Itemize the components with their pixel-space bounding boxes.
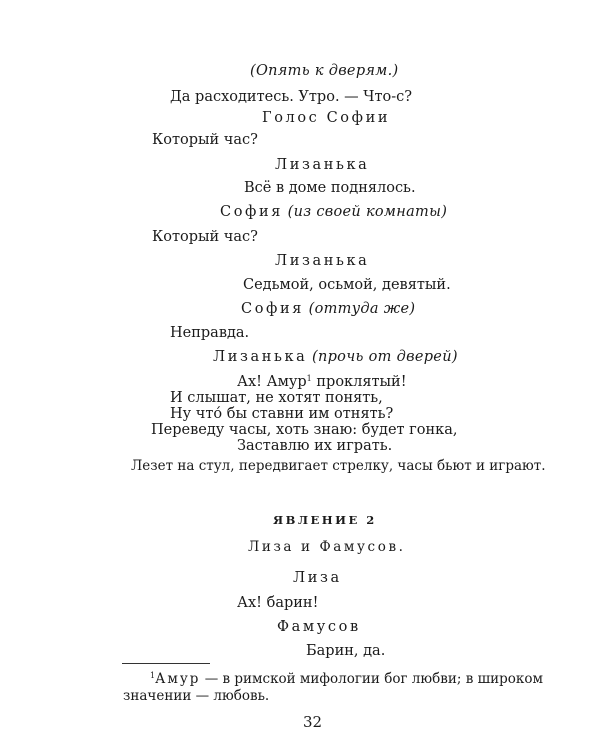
verse-text: проклятый! [311,374,407,390]
footnote-line [150,670,543,688]
stage-direction: (из своей комнаты) [287,204,448,220]
footnote-divider [122,663,210,664]
verse-line: Всё в доме поднялось. [244,180,416,196]
stage-direction-text: (Опять к дверям.) [250,63,399,79]
speaker-with-direction [213,348,458,366]
scene-cast: Лиза и Фамусов. [248,539,406,555]
verse-text: Ах! Амур [237,374,307,390]
stage-direction: (оттуда же) [308,301,416,317]
verse-line: Неправда. [170,325,250,341]
speaker-name: Лизанька [275,253,370,269]
verse-line: Переведу часы, хоть знаю: будет гонка, [151,422,458,438]
stage-direction: Лезет на стул, передвигает стрелку, часы бьют и играют. [131,458,546,474]
verse-line: Барин, да. [306,643,386,659]
speaker-name: София [220,204,283,220]
speaker-name: София [241,301,304,317]
footnote-ref[interactable]: 1 [306,374,312,383]
footnote-mark: 1 [150,671,156,680]
footnote-term: Амур [155,671,201,687]
speaker-name: Лизанька [275,157,370,173]
stage-direction: (прочь от дверей) [312,349,458,365]
page-number: 32 [303,713,323,731]
speaker-name: Лиза [293,570,342,586]
verse-line: И слышат, не хотят понять, [170,390,383,406]
footnote-line: значении — любовь. [123,688,270,704]
speaker-name: Лизанька [213,349,308,365]
verse-line: Ну что́ бы ставни им отнять? [170,406,394,422]
scene-heading: ЯВЛЕНИЕ 2 [273,513,377,527]
verse-line: Ах! барин! [237,595,319,611]
verse-line: Который час? [152,229,258,245]
verse-line: Который час? [152,132,258,148]
speaker-name: Голос Софии [262,110,391,126]
verse-line: Заставлю их играть. [237,438,393,454]
verse-line: Седьмой, осьмой, девятый. [243,277,451,293]
verse-line: Да расходитесь. Утро. — Что-с? [170,89,413,105]
stage-direction [250,62,399,80]
speaker-with-direction [241,300,415,318]
speaker-name: Фамусов [277,619,361,635]
speaker-with-direction [220,203,447,221]
footnote-text: — в римской мифологии бог любви; в широком [200,671,543,687]
